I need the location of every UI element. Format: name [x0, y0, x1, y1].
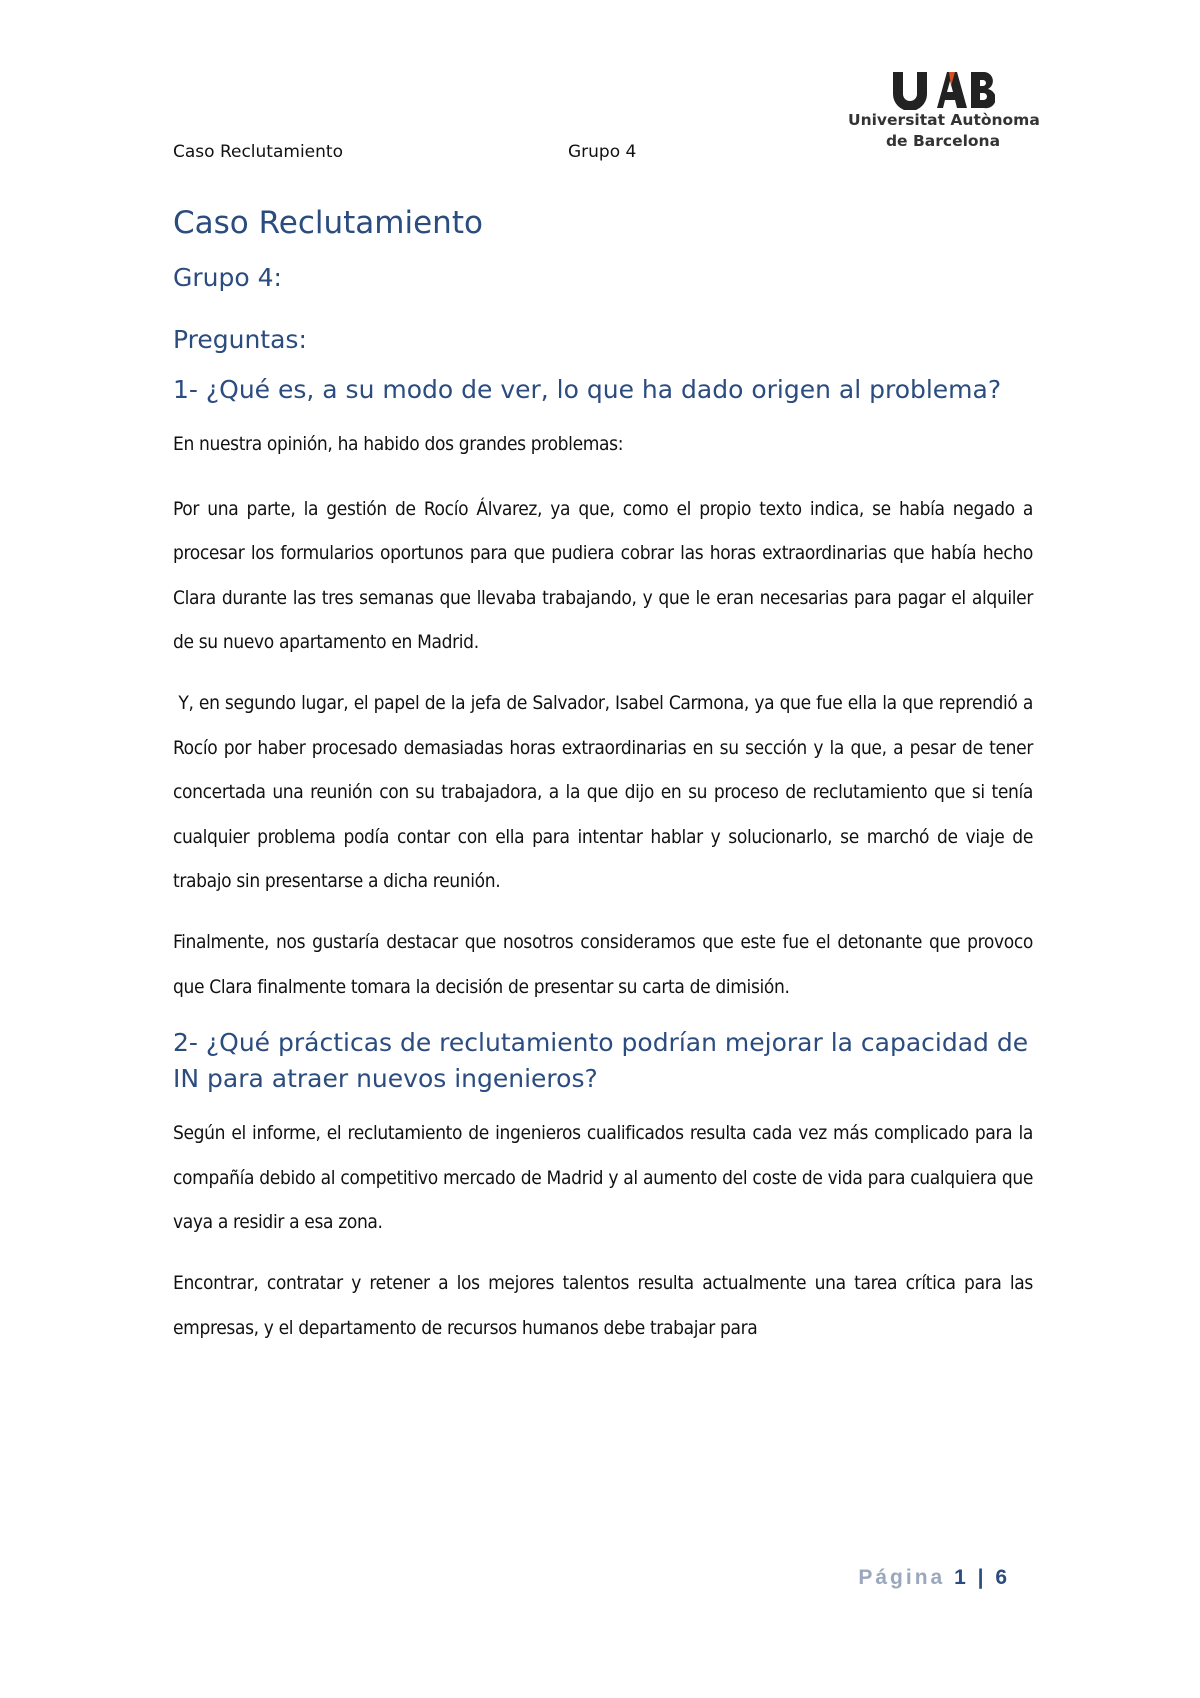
page-separator: |	[968, 1566, 996, 1589]
question-2-heading: 2- ¿Qué prácticas de reclutamiento podrían mejorar la capacidad de IN para atraer nuevos ingenieros?	[173, 1028, 1029, 1094]
q1-paragraph: Por una parte, la gestión de Rocío Álvarez, ya que, como el propio texto indica, se había negado a procesar los formularios oportunos para que pudiera cobrar las horas extraordinarias que había hecho Clara durante las tres semanas que llevaba trabajando, y que le eran necesarias para pagar el alquiler de su nuevo apartamento en Madrid.	[173, 497, 1033, 654]
page-label: Página	[858, 1566, 946, 1589]
uab-logo	[848, 70, 1038, 152]
q1-paragraph: Finalmente, nos gustaría destacar que nosotros consideramos que este fue el detonante que provoco que Clara finalmente tomara la decisión de presentar su carta de dimisión.	[173, 930, 1033, 998]
q2-paragraph: Según el informe, el reclutamiento de ingenieros cualificados resulta cada vez más complicado para la compañía debido al competitivo mercado de Madrid y al aumento del coste de vida para cualquiera que vaya a residir a esa zona.	[173, 1122, 1033, 1234]
q1-paragraph: Y, en segundo lugar, el papel de la jefa de Salvador, Isabel Carmona, ya que fue ella la que reprendió a Rocío por haber procesado demasiadas horas extraordinarias en su sección y la que, a pesar de tener concertada una reunión con su trabajadora, a la que dijo en su proceso de reclutamiento que si tenía cualquier problema podía contar con ella para intentar hablar y solucionarlo, se marchó de viaje de trabajo sin presentarse a dicha reunión.	[173, 691, 1039, 893]
question-1-heading: 1- ¿Qué es, a su modo de ver, lo que ha dado origen al problema?	[173, 375, 1002, 404]
logo-line-2: de Barcelona	[885, 132, 1001, 150]
document-title: Caso Reclutamiento	[173, 205, 483, 241]
uab-logo-mark	[891, 70, 995, 110]
questions-heading: Preguntas:	[173, 325, 307, 354]
q1-paragraph: En nuestra opinión, ha habido dos grandes problemas:	[173, 433, 624, 455]
logo-line-1: Universitat Autònoma	[848, 111, 1040, 129]
header-group: Grupo 4	[568, 142, 637, 162]
header-document-title: Caso Reclutamiento	[173, 142, 343, 162]
page-current: 1	[954, 1566, 969, 1589]
document-body	[173, 205, 1039, 1366]
q2-paragraph: Encontrar, contratar y retener a los mejores talentos resulta actualmente una tarea crítica para las empresas, y el departamento de recursos humanos debe trabajar para	[173, 1271, 1033, 1339]
page-total: 6	[995, 1566, 1010, 1589]
group-heading: Grupo 4:	[173, 263, 282, 292]
page-number	[858, 1566, 1010, 1590]
